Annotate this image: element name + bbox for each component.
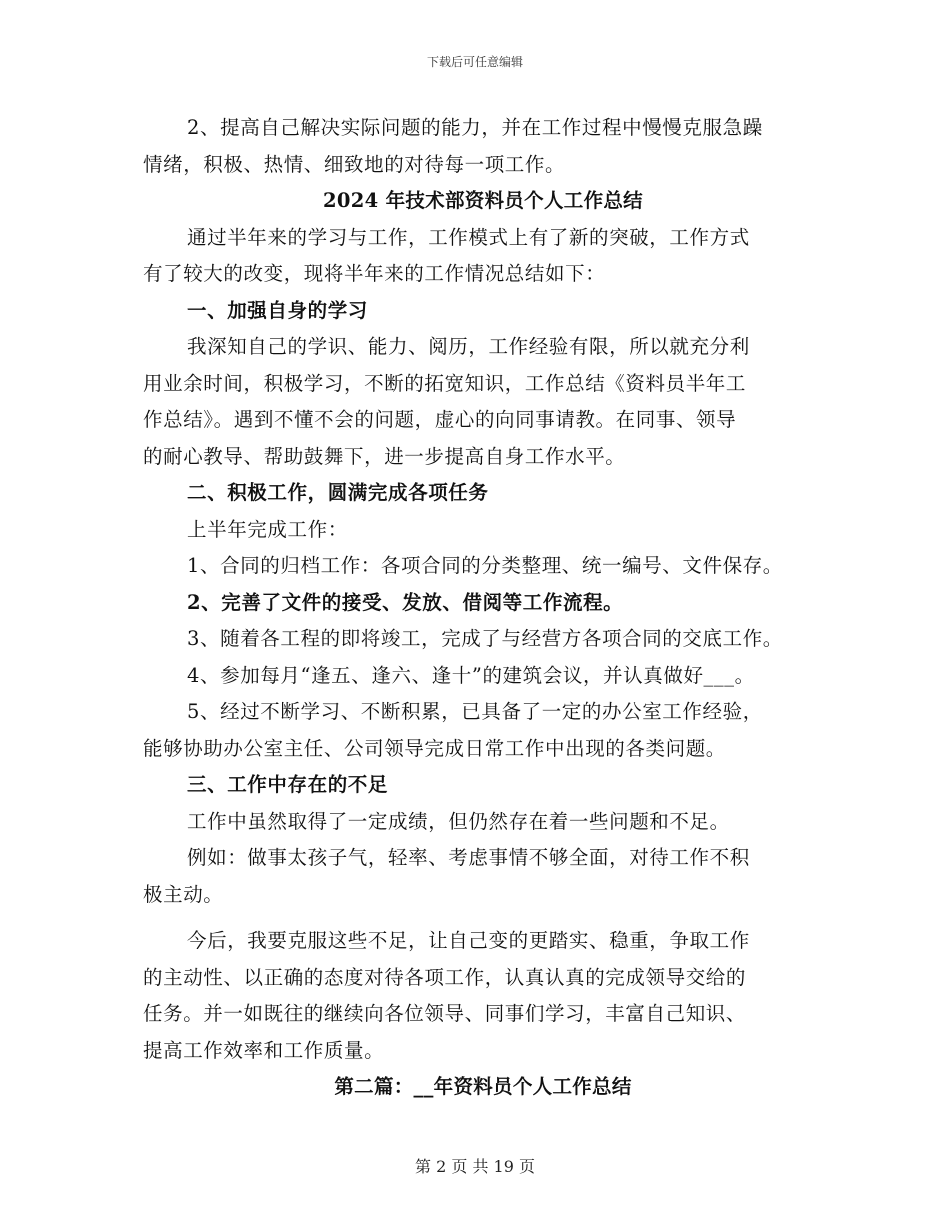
section-title: 2024 年技术部资料员个人工作总结 bbox=[323, 189, 643, 212]
paragraph-line: 上半年完成工作： bbox=[187, 517, 348, 541]
paragraph-line: 提高工作效率和工作质量。 bbox=[143, 1038, 385, 1062]
section-heading: 一、加强自身的学习 bbox=[187, 298, 368, 322]
section-heading: 二、积极工作，圆满完成各项任务 bbox=[187, 481, 489, 504]
list-item: 1、合同的归档工作：各项合同的分类整理、统一编号、文件保存。 bbox=[187, 554, 783, 577]
list-item: 4、参加每月“逢五、逢六、逢十”的建筑会议，并认真做好___。 bbox=[187, 663, 755, 687]
list-item: 3、随着各工程的即将竣工，完成了与经营方各项合同的交底工作。 bbox=[187, 627, 783, 650]
paragraph-line: 任务。并一如既往的继续向各位领导、同事们学习，丰富自己知识、 bbox=[143, 1002, 747, 1025]
paragraph-line: 能够协助办公室主任、公司领导完成日常工作中出现的各类问题。 bbox=[143, 736, 726, 760]
paragraph-line: 通过半年来的学习与工作，工作模式上有了新的突破，工作方式 bbox=[187, 225, 750, 249]
paragraph-line: 作总结》。遇到不懂不会的问题，虚心的向同事请教。在同事、领导 bbox=[143, 408, 737, 431]
paragraph-line: 今后，我要克服这些不足，让自己变的更踏实、稳重，争取工作 bbox=[187, 929, 750, 952]
paragraph-line: 工作中虽然取得了一定成绩，但仍然存在着一些问题和不足。 bbox=[187, 809, 730, 833]
section-title: 第二篇：__年资料员个人工作总结 bbox=[334, 1075, 632, 1098]
paragraph-line: 用业余时间，积极学习，不断的拓宽知识，工作总结《资料员半年工 bbox=[143, 371, 747, 395]
paragraph-line: 的耐心教导、帮助鼓舞下，进一步提高自身工作水平。 bbox=[143, 444, 626, 468]
page-footer: 第 2 页 共 19 页 bbox=[415, 1157, 535, 1176]
paragraph-gap bbox=[143, 913, 823, 923]
paragraph-line: 2、提高自己解决实际问题的能力，并在工作过程中慢慢克服急躁 bbox=[187, 116, 763, 139]
document-body bbox=[143, 110, 823, 1106]
paragraph-line: 有了较大的改变，现将半年来的工作情况总结如下： bbox=[143, 262, 606, 285]
paragraph-line: 极主动。 bbox=[143, 882, 224, 906]
page-header: 下载后可任意编辑 bbox=[426, 55, 523, 69]
list-item: 5、经过不断学习、不断积累，已具备了一定的办公室工作经验， bbox=[187, 700, 763, 723]
section-heading: 三、工作中存在的不足 bbox=[187, 773, 389, 796]
paragraph-line: 例如：做事太孩子气，轻率、考虑事情不够全面，对待工作不积 bbox=[187, 846, 750, 869]
list-item: 2、完善了文件的接受、发放、借阅等工作流程。 bbox=[187, 590, 624, 614]
paragraph-line: 的主动性、以正确的态度对待各项工作，认真认真的完成领导交给的 bbox=[143, 965, 747, 989]
paragraph-line: 情绪，积极、热情、细致地的对待每一项工作。 bbox=[143, 152, 566, 176]
paragraph-line: 我深知自己的学识、能力、阅历，工作经验有限，所以就充分利 bbox=[187, 335, 750, 358]
